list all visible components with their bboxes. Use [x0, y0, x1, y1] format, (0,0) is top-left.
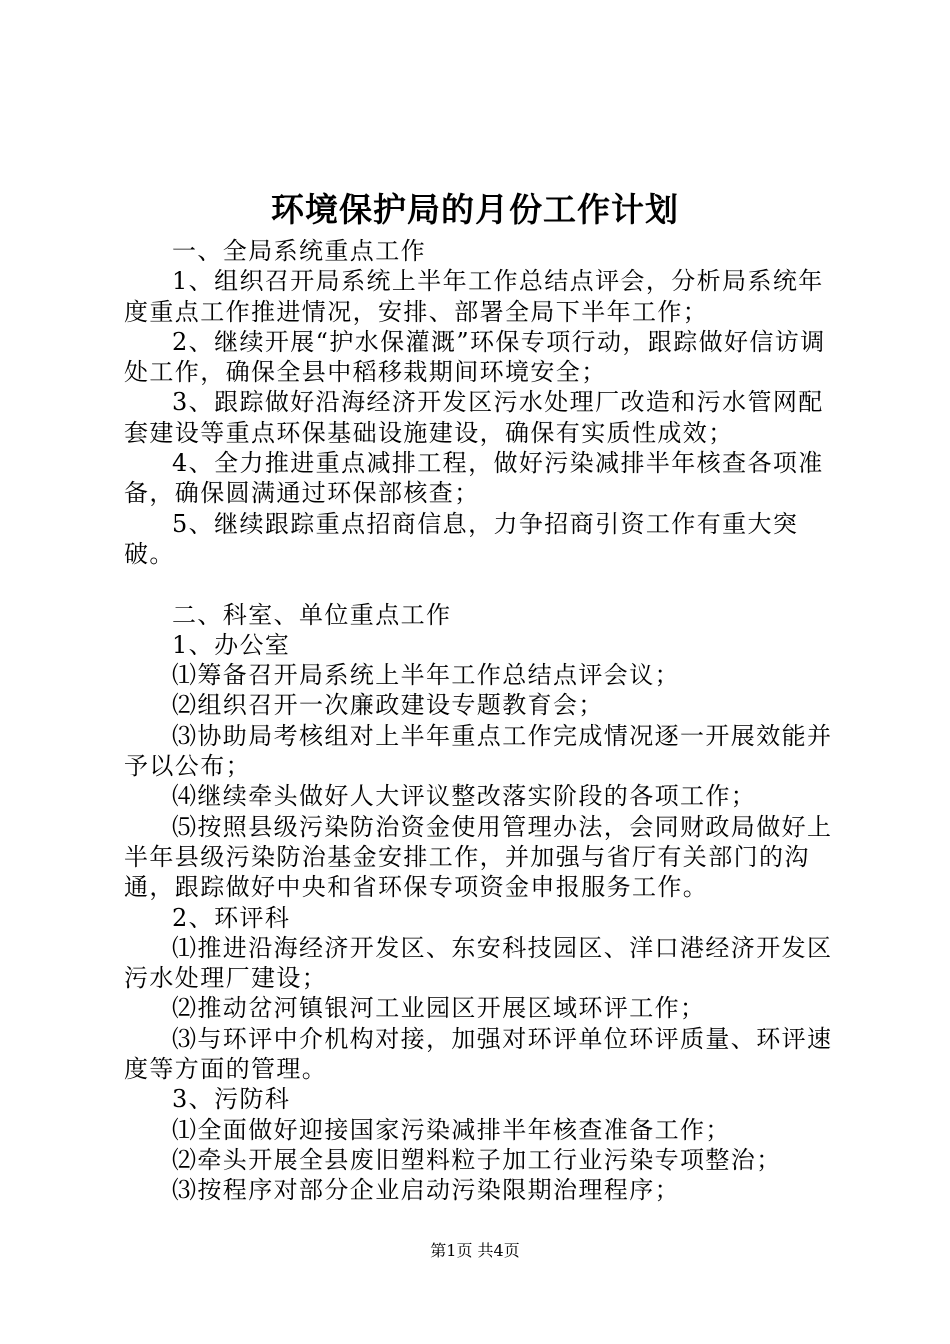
paragraph: ⑶协助局考核组对上半年重点工作完成情况逐一开展效能并予以公布；: [124, 721, 833, 781]
paragraph: 5、继续跟踪重点招商信息，力争招商引资工作有重大突破。: [124, 509, 799, 568]
paragraph: 二、科室、单位重点工作: [172, 600, 452, 629]
paragraph: ⑵推动岔河镇银河工业园区开展区域环评工作；: [172, 994, 706, 1023]
paragraph: ⑶按程序对部分企业启动污染限期治理程序；: [172, 1176, 680, 1205]
paragraph: ⑴推进沿海经济开发区、东安科技园区、洋口港经济开发区污水处理厂建设；: [124, 933, 833, 993]
paragraph: 1、办公室: [172, 630, 291, 659]
paragraph: 2、环评科: [172, 903, 291, 932]
document-title: 环境保护局的月份工作计划: [271, 190, 679, 229]
paragraph: ⑴筹备召开局系统上半年工作总结点评会议；: [172, 661, 680, 690]
blank-line: [124, 569, 836, 599]
paragraph: 3、跟踪做好沿海经济开发区污水处理厂改造和污水管网配套建设等重点环保基础设施建设，确保有实质性成效；: [124, 388, 824, 447]
paragraph: 2、继续开展“护水保灌溉”环保专项行动，跟踪做好信访调处工作，确保全县中稻移栽期间环境安全；: [124, 327, 826, 387]
paragraph: ⑵牵头开展全县废旧塑料粒子加工行业污染专项整治；: [172, 1145, 782, 1174]
paragraph: ⑵组织召开一次廉政建设专题教育会；: [172, 691, 604, 720]
paragraph: ⑴全面做好迎接国家污染减排半年核查准备工作；: [172, 1115, 731, 1144]
paragraph: ⑷继续牵头做好人大评议整改落实阶段的各项工作；: [172, 782, 757, 811]
paragraph: 1、组织召开局系统上半年工作总结点评会，分析局系统年度重点工作推进情况，安排、部署全局下半年工作；: [124, 267, 824, 326]
page-footer: 第1页 共4页: [430, 1241, 520, 1260]
paragraph: 3、污防科: [172, 1085, 291, 1114]
paragraph: ⑸按照县级污染防治资金使用管理办法，会同财政局做好上半年县级污染防治基金安排工作，并加强与省厅有关部门的沟通，跟踪做好中央和省环保专项资金申报服务工作。: [124, 812, 833, 902]
paragraph: 4、全力推进重点减排工程，做好污染减排半年核查各项准备，确保圆满通过环保部核查；: [124, 449, 824, 508]
document-body: [124, 236, 836, 1206]
paragraph: 一、全局系统重点工作: [172, 237, 426, 265]
paragraph: ⑶与环评中介机构对接，加强对环评单位环评质量、环评速度等方面的管理。: [124, 1024, 833, 1084]
